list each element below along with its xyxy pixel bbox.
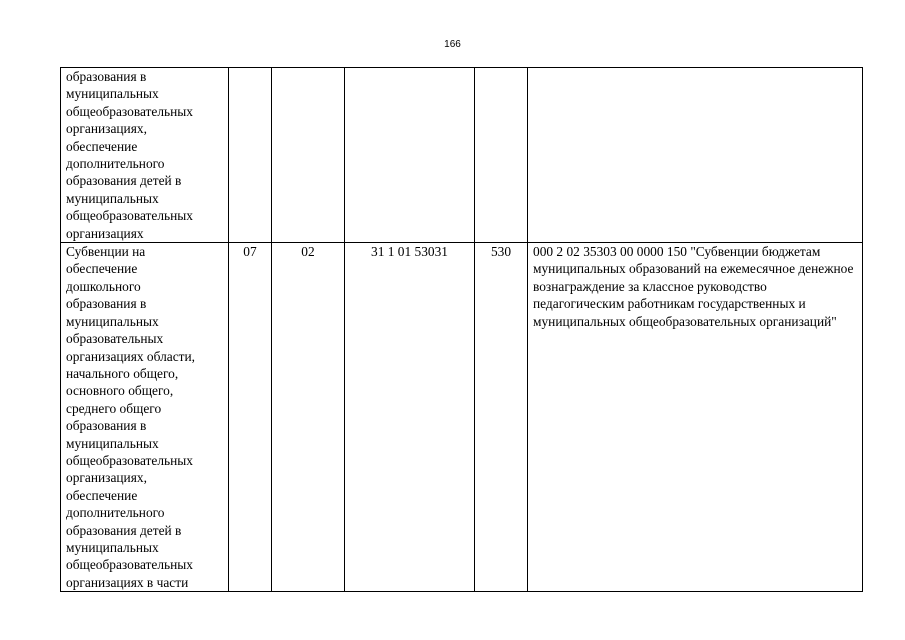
page-number: 166 [444, 39, 461, 50]
budget-table [60, 67, 863, 592]
table-row [61, 243, 863, 592]
table-cell-target-article: 31 1 01 53031 [345, 243, 475, 592]
table-cell-section: 07 [229, 243, 272, 592]
table-cell-expense-type [475, 68, 528, 243]
table-cell-target-article [345, 68, 475, 243]
table-cell-revenue-link [528, 68, 863, 243]
table-cell-name [61, 243, 229, 592]
name-text: образования в муниципальных общеобразовательных организациях, обеспечение дополнительного образования детей в муниципальных общеобразовательных организациях [66, 69, 194, 241]
table-cell-expense-type: 530 [475, 243, 528, 592]
table-cell-revenue-link: 000 2 02 35303 00 0000 150 "Субвенции бюджетам муниципальных образований на ежемесячное денежное вознаграждение за классное руководство педагогическим работникам государственных и муниципальных общеобразовательных организаций" [528, 243, 863, 592]
table-cell-name [61, 68, 229, 243]
table-cell-subsection [272, 68, 345, 243]
table-cell-section [229, 68, 272, 243]
table-cell-subsection: 02 [272, 243, 345, 592]
table-row [61, 68, 863, 243]
name-text: Субвенции на обеспечение дошкольного образования в муниципальных образовательных организациях области, начального общего, основного общего, среднего общего образования в муниципальных общеобразовательных организациях, обеспечение дополнительного образования детей в муниципальных общеобразовательных организациях в части [66, 244, 196, 590]
